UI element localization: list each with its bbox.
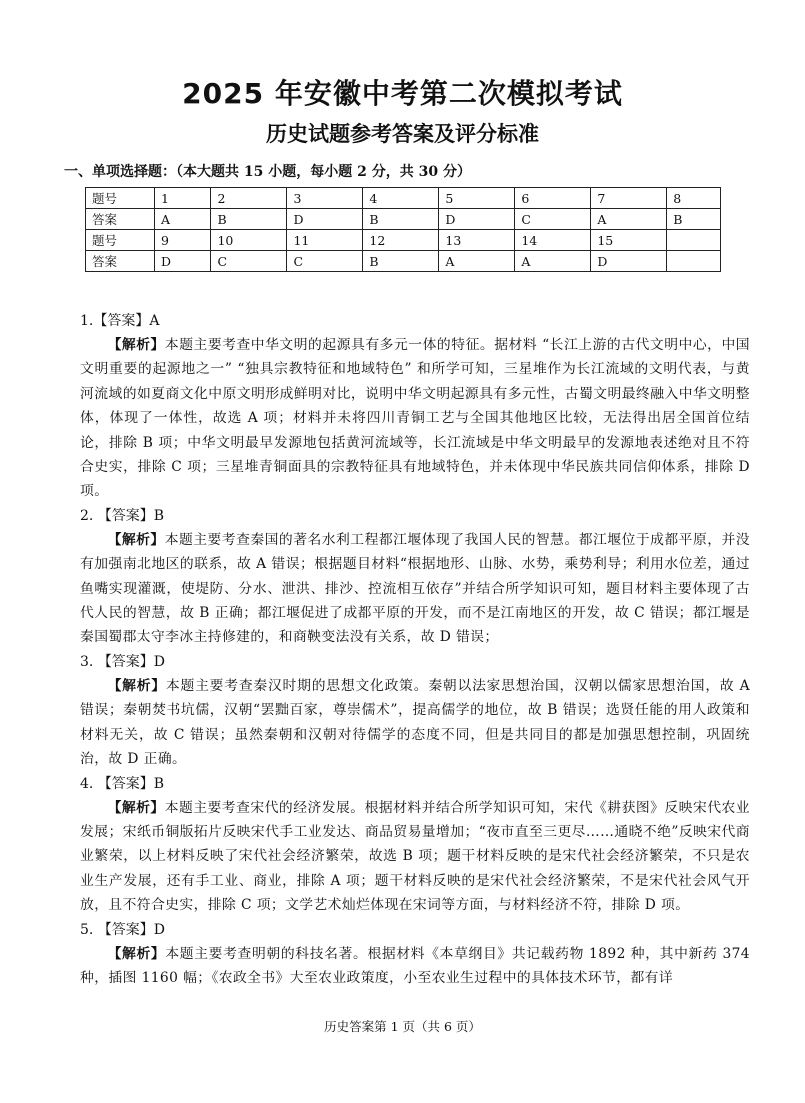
analysis-paragraph: 【解析】本题主要考查明朝的科技名著。根据材料《本草纲目》共记载药物 1892 种，其中新药 374 种，插图 1160 幅；《农政全书》大至农业政策度，小至农业生过程中的具体技术环节，都有详	[80, 945, 750, 986]
answer-table-row-label: 答案	[86, 209, 155, 230]
answer-table-cell: 5	[439, 188, 515, 209]
answer-table-cell: 6	[515, 188, 591, 209]
answer-table-row	[86, 251, 721, 272]
answer-table-cell: D	[439, 209, 515, 230]
question-item	[80, 504, 750, 650]
answer-table-cell: C	[515, 209, 591, 230]
answer-table-cell: 10	[211, 230, 287, 251]
answer-table-cell: 8	[667, 188, 721, 209]
answer-table-cell: A	[155, 209, 211, 230]
document-title: 2025 年安徽中考第二次模拟考试	[182, 77, 623, 110]
answer-line: 4. 【答案】B	[80, 775, 165, 792]
analysis-tag: 【解析】	[107, 531, 165, 548]
answer-table-cell: 9	[155, 230, 211, 251]
answer-table-cell	[667, 251, 721, 272]
answer-table-cell: 2	[211, 188, 287, 209]
answer-table-cell: D	[287, 209, 363, 230]
answer-table-cell: B	[363, 251, 439, 272]
answer-table-cell: C	[287, 251, 363, 272]
question-explanations	[80, 309, 750, 990]
answer-table-row	[86, 209, 721, 230]
analysis-paragraph: 【解析】本题主要考查秦国的著名水利工程都江堰体现了我国人民的智慧。都江堰位于成都平原，并没有加强南北地区的联系，故 A 错误；根据题目材料“根据地形、山脉、水势，乘势利导；利用水位差，通过鱼嘴实现灌溉，使堤防、分水、泄洪、排沙、控流相互依存”并结合所学知识可知，题目材料主要体现了古代人民的智慧，故 B 正确；都江堰促进了成都平原的开发，而不是江南地区的开发，故 C 错误；都江堰是秦国蜀郡太守李冰主持修建的，和商鞅变法没有关系，故 D 错误；	[80, 531, 750, 646]
answer-table-cell: 15	[591, 230, 667, 251]
question-item	[80, 772, 750, 918]
answer-table-row	[86, 230, 721, 251]
answer-table-cell	[667, 230, 721, 251]
answer-line: 5. 【答案】D	[80, 921, 166, 938]
answer-table-cell: B	[667, 209, 721, 230]
answer-table-cell: 13	[439, 230, 515, 251]
answer-table-cell: 4	[363, 188, 439, 209]
answer-table-cell: C	[211, 251, 287, 272]
answer-line: 1.【答案】A	[80, 313, 160, 329]
question-item	[80, 918, 750, 991]
answer-table-cell: 14	[515, 230, 591, 251]
answer-table-cell: 1	[155, 188, 211, 209]
question-item	[80, 650, 750, 772]
answer-table-row-label: 题号	[86, 188, 155, 209]
answer-table-cell: D	[155, 251, 211, 272]
analysis-tag: 【解析】	[107, 677, 166, 694]
answer-table-cell: B	[211, 209, 287, 230]
page-footer: 历史答案第 1 页（共 6 页）	[324, 1019, 481, 1034]
answer-key-table	[85, 187, 721, 272]
analysis-tag: 【解析】	[107, 337, 165, 353]
answer-table-cell: 3	[287, 188, 363, 209]
answer-table-row	[86, 188, 721, 209]
analysis-tag: 【解析】	[107, 945, 166, 962]
question-item	[80, 309, 750, 504]
answer-table-cell: A	[515, 251, 591, 272]
analysis-tag: 【解析】	[107, 799, 165, 816]
analysis-paragraph: 【解析】本题主要考查秦汉时期的思想文化政策。秦朝以法家思想治国，汉朝以儒家思想治国，故 A 错误；秦朝焚书坑儒，汉朝“罢黜百家，尊崇儒术”，提高儒学的地位，故 B 错误；选贤任能的用人政策和材料无关，故 C 错误；虽然秦朝和汉朝对待儒学的态度不同，但是共同目的都是加强思想控制，巩固统治，故 D 正确。	[80, 677, 751, 768]
answer-table-cell: 11	[287, 230, 363, 251]
answer-table-cell: B	[363, 209, 439, 230]
answer-table-row-label: 答案	[86, 251, 155, 272]
answer-table-cell: D	[591, 251, 667, 272]
answer-table-cell: 7	[591, 188, 667, 209]
answer-table-row-label: 题号	[86, 230, 155, 251]
analysis-paragraph: 【解析】本题主要考查中华文明的起源具有多元一体的特征。据材料 “长江上游的古代文明中心，中国文明重要的起源地之一” “独具宗教特征和地域特色” 和所学可知，三星堆作为长江流域的文明代表，与黄河流域的如夏商文化中原文明形成鲜明对比，说明中华文明起源具有多元性，古蜀文明最终融入中华文明整体，体现了一体性，故选 A 项；材料并未将四川青铜工艺与全国其他地区比较，无法得出居全国首位结论，排除 B 项；中华文明最早发源地包括黄河流域等，长江流域是中华文明最早的发源地表述绝对且不符合史实，排除 C 项；三星堆青铜面具的宗教特征具有地域特色，并未体现中华民族共同信仰体系，排除 D 项。	[80, 337, 750, 500]
document-subtitle: 历史试题参考答案及评分标准	[266, 122, 539, 146]
section-heading: 一、单项选择题：（本大题共 15 小题，每小题 2 分，共 30 分）	[64, 164, 471, 180]
answer-table-cell: A	[439, 251, 515, 272]
analysis-paragraph: 【解析】本题主要考查宋代的经济发展。根据材料并结合所学知识可知，宋代《耕获图》反映宋代农业发展；宋纸币铜版拓片反映宋代手工业发达、商品贸易量增加；“夜市直至三更尽……通晓不绝”反映宋代商业繁荣，以上材料反映了宋代社会经济繁荣，故选 B 项；题干材料反映的是宋代社会经济繁荣，不只是农业生产发展，还有手工业、商业，排除 A 项；题干材料反映的是宋代社会经济繁荣，不是宋代社会风气开放，且不符合史实，排除 C 项；文学艺术灿烂体现在宋词等方面，与材料经济不符，排除 D 项。	[80, 799, 750, 914]
answer-line: 2. 【答案】B	[80, 507, 165, 524]
answer-table-cell: 12	[363, 230, 439, 251]
answer-line: 3. 【答案】D	[80, 653, 166, 670]
answer-table-cell: A	[591, 209, 667, 230]
